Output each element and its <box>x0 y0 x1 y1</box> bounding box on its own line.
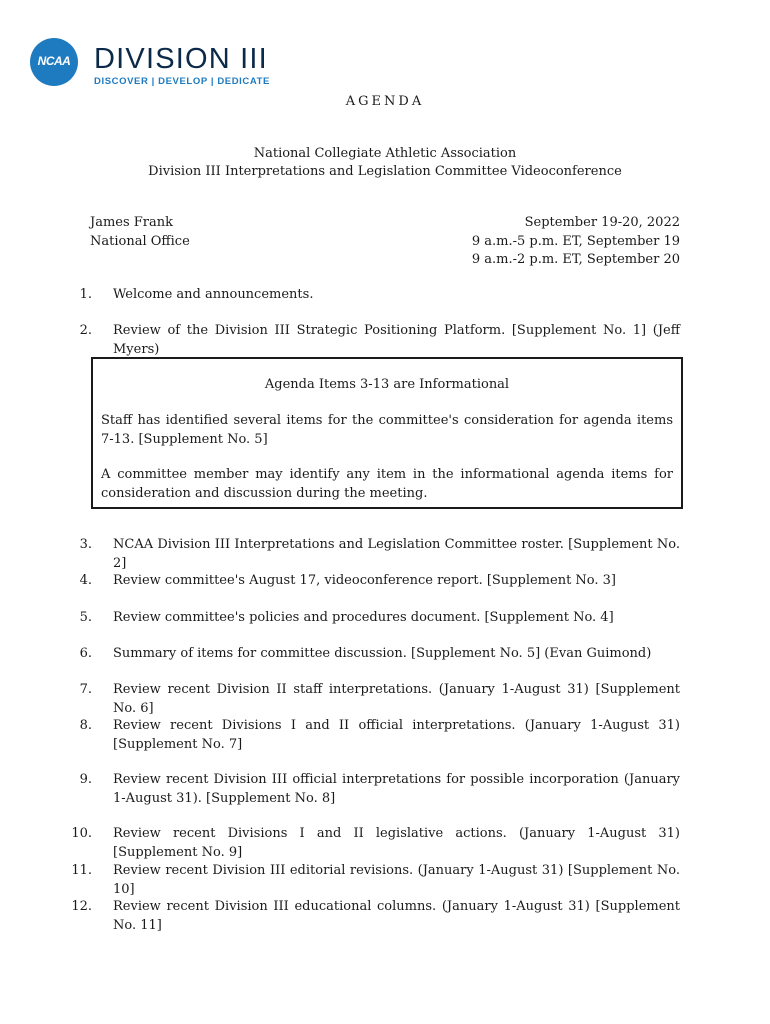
item-number: 10. <box>71 826 92 841</box>
agenda-item <box>66 825 680 862</box>
badge-text: NCAA <box>37 54 71 68</box>
item-text: Summary of items for committee discussion. [Supplement No. 5] (Evan Guimond) <box>113 646 652 661</box>
agenda-item <box>66 717 680 754</box>
day2-hours: 9 a.m.-2 p.m. ET, September 20 <box>471 252 680 267</box>
item-number: 5. <box>79 610 92 625</box>
tagline: DISCOVER | DEVELOP | DEDICATE <box>94 76 270 87</box>
agenda-item <box>66 862 680 899</box>
agenda-item <box>66 286 680 305</box>
item-text: Review recent Division III official interpretations for possible incorporation (January 1-August 31). [Supplement No. 8] <box>113 772 680 806</box>
item-number: 1. <box>79 287 92 302</box>
item-text: Welcome and announcements. <box>113 287 314 302</box>
agenda-item <box>66 681 680 718</box>
item-text: Review recent Divisions I and II legislative actions. (January 1-August 31) [Supplement No. 9] <box>113 826 680 860</box>
item-number: 3. <box>79 537 92 552</box>
ncaa-badge-icon <box>30 38 78 86</box>
schedule-info <box>472 214 680 270</box>
box-paragraph-1: Staff has identified several items for the committee's consideration for agenda items 7-13. [Supplement No. 5] <box>101 413 673 447</box>
item-number: 9. <box>79 772 92 787</box>
ncaa-division-iii-logo <box>30 38 270 87</box>
contact-info <box>90 214 190 251</box>
item-text: Review of the Division III Strategic Positioning Platform. [Supplement No. 1] (Jeff Myers) <box>113 323 680 357</box>
committee-name: Division III Interpretations and Legislation Committee Videoconference <box>148 164 622 179</box>
agenda-item <box>66 898 680 935</box>
item-number: 7. <box>79 682 92 697</box>
item-number: 2. <box>79 323 92 338</box>
item-text: Review committee's policies and procedures document. [Supplement No. 4] <box>113 610 614 625</box>
agenda-item <box>66 572 680 591</box>
item-number: 11. <box>71 863 92 878</box>
agenda-item <box>66 322 680 359</box>
item-number: 8. <box>79 718 92 733</box>
item-text: Review recent Division III editorial revisions. (January 1-August 31) [Supplement No. 10] <box>113 863 680 897</box>
agenda-item <box>66 645 680 664</box>
page-title: AGENDA <box>345 94 425 109</box>
item-text: Review recent Divisions I and II official interpretations. (January 1-August 31) [Supplement No. 7] <box>113 718 680 752</box>
informational-box <box>91 357 683 509</box>
agenda-item <box>66 609 680 628</box>
division-title: DIVISION III <box>94 43 268 75</box>
item-text: Review committee's August 17, videoconference report. [Supplement No. 3] <box>113 573 617 588</box>
agenda-item <box>66 771 680 808</box>
agenda-item <box>66 536 680 573</box>
meeting-dates: September 19-20, 2022 <box>524 215 680 230</box>
item-text: Review recent Division II staff interpretations. (January 1-August 31) [Supplement No. 6] <box>113 682 680 716</box>
item-number: 4. <box>79 573 92 588</box>
item-text: NCAA Division III Interpretations and Legislation Committee roster. [Supplement No. 2] <box>113 537 680 571</box>
logo-wordmark <box>94 44 270 87</box>
box-title: Agenda Items 3-13 are Informational <box>264 377 510 392</box>
item-number: 6. <box>79 646 92 661</box>
box-paragraph-2: A committee member may identify any item in the informational agenda items for consideration and discussion during the meeting. <box>101 467 673 501</box>
contact-name: James Frank <box>90 215 174 230</box>
item-number: 12. <box>71 899 92 914</box>
day1-hours: 9 a.m.-5 p.m. ET, September 19 <box>471 233 680 249</box>
organization-name: National Collegiate Athletic Association <box>253 146 517 161</box>
contact-office: National Office <box>90 233 190 249</box>
item-text: Review recent Division III educational columns. (January 1-August 31) [Supplement No. 11] <box>113 899 680 933</box>
